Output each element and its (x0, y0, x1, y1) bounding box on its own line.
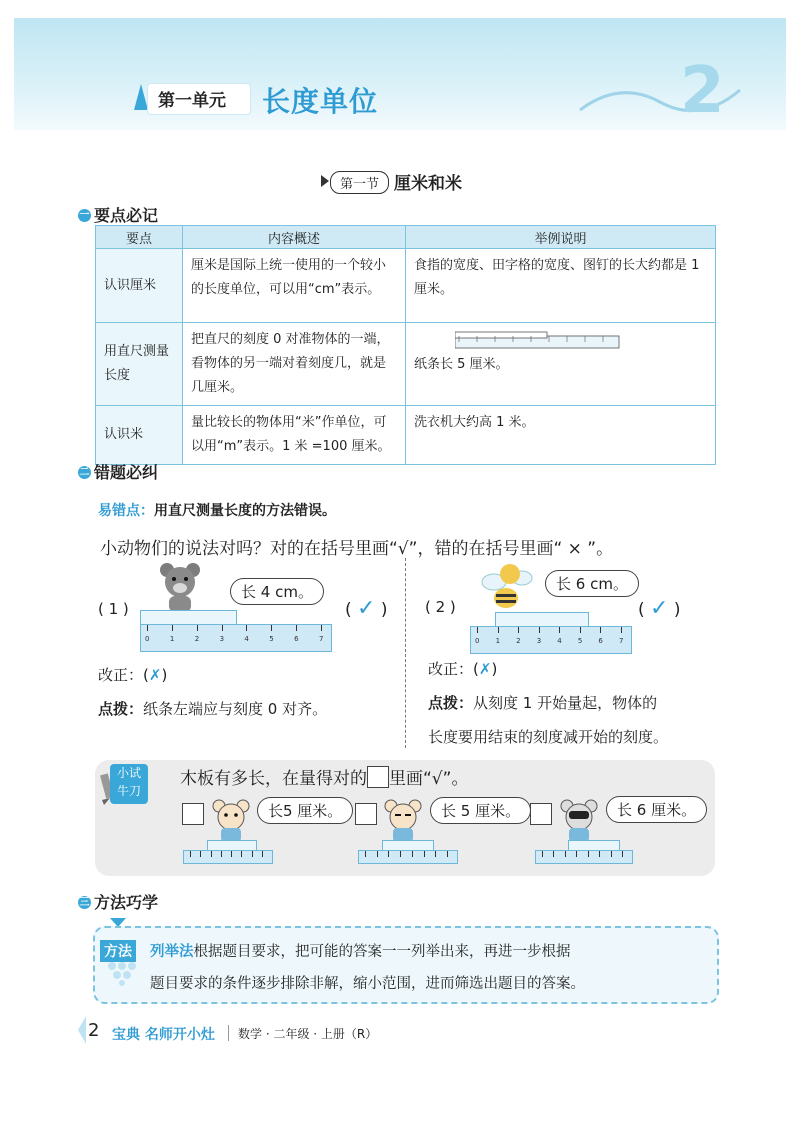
error-point-text: 用直尺测量长度的方法错误。 (154, 503, 336, 519)
ruler-tick (400, 851, 401, 857)
method-line1 (150, 940, 571, 961)
banner-decoration (560, 40, 760, 120)
q2-correction (428, 658, 497, 679)
table-header-cell: 举例说明 (406, 226, 716, 249)
brand-logo: 宝典 名师开小灶 (112, 1027, 215, 1043)
practice-ruler-3 (535, 850, 633, 864)
table-cell-example: 食指的宽度、田字格的宽度、图钉的长大约都是 1 厘米。 (406, 249, 716, 323)
q2-hint-label: 点拨： (428, 694, 474, 712)
ruler-tick (621, 627, 622, 633)
ruler-tick (190, 851, 191, 857)
ruler-number: 0 (145, 635, 150, 643)
cross-mark-icon: ✗ (148, 666, 162, 684)
ruler-tick (518, 627, 519, 633)
ruler-number: 5 (269, 635, 274, 643)
ruler-tick (296, 625, 297, 631)
ruler-tick (424, 851, 425, 857)
section-arrow-icon (321, 175, 329, 187)
ruler-tick (412, 851, 413, 857)
answer-checkbox-1[interactable] (182, 803, 204, 825)
practice-question-b: 里画“√”。 (389, 769, 469, 789)
q2-hint-line1: 从刻度 1 开始量起，物体的 (473, 694, 658, 712)
dots-decoration-icon (104, 960, 138, 986)
section-title: 厘米和米 (394, 174, 462, 194)
part3-heading: 方法巧学 (94, 893, 159, 912)
mini-ruler-illustration (455, 330, 621, 350)
ruler-number: 1 (169, 635, 175, 643)
table-cell-content: 把直尺的刻度 0 对准物体的一端，看物体的另一端对着刻度几，就是几厘米。 (183, 323, 406, 406)
answer-checkbox-2[interactable] (355, 803, 377, 825)
example-text: 纸条长 5 厘米。 (414, 357, 509, 372)
table-cell-content: 厘米是国际上统一使用的一个较小的长度单位，可以用“cm”表示。 (183, 249, 406, 323)
practice-ruler-1 (183, 850, 273, 864)
table-row (96, 323, 716, 406)
question-text: 小动物们的说法对吗？对的在括号里画“√”，错的在括号里画“ × ”。 (100, 539, 614, 559)
part2-heading: 错题必纠 (94, 463, 159, 482)
bear3-speech-bubble: 长 6 厘米。 (606, 796, 707, 823)
q2-speech-bubble: 长 6 cm。 (545, 570, 639, 597)
part3-number-icon: 三 (79, 897, 90, 908)
ruler-tick (599, 851, 600, 857)
error-point-key: 易错点： (98, 503, 154, 519)
book-info: 数学 · 二年级 · 上册（R） (238, 1027, 378, 1041)
ruler-number: 4 (557, 637, 562, 645)
bear-icon (558, 798, 600, 842)
ruler-tick (447, 851, 448, 857)
q2-hint (428, 692, 657, 713)
bear-icon (155, 560, 205, 612)
page-number: 2 (88, 1020, 100, 1041)
table-cell-point: 认识厘米 (96, 249, 183, 323)
banner-triangle-icon (134, 84, 148, 110)
ruler-tick (498, 627, 499, 633)
ruler-number: 6 (294, 635, 299, 643)
ruler-number: 2 (516, 637, 521, 645)
ruler-tick (559, 627, 560, 633)
bear-icon (382, 798, 424, 842)
q1-ruler (140, 624, 332, 652)
answer-box-sample (367, 766, 389, 788)
ruler-number: 0 (475, 637, 480, 645)
table-cell-point: 认识米 (96, 406, 183, 465)
method-key: 列举法 (150, 944, 194, 960)
ruler-tick (200, 851, 201, 857)
q2-hint-line2: 长度要用结束的刻度减开始的刻度。 (428, 728, 669, 746)
unit-label: 第一单元 (158, 91, 226, 111)
footer-divider (228, 1025, 229, 1041)
ruler-tick (271, 625, 272, 631)
footer-tab-icon (78, 1016, 86, 1044)
key-points-table (95, 225, 716, 465)
ruler-tick (211, 851, 212, 857)
bear2-speech-bubble: 长 5 厘米。 (430, 797, 531, 824)
method-line1-text: 根据题目要求，把可能的答案一一列举出来，再进一步根据 (193, 944, 571, 960)
check-mark-icon: ✓ (357, 596, 376, 621)
ruler-tick (477, 627, 478, 633)
ruler-tick (197, 625, 198, 631)
q2-correction-label: 改正：( (428, 660, 479, 678)
ruler-tick (622, 851, 623, 857)
table-header-cell: 要点 (96, 226, 183, 249)
practice-badge (110, 764, 148, 804)
column-divider (405, 558, 406, 748)
method-line2: 题目要求的条件逐步排除非解，缩小范围，进而筛选出题目的答案。 (150, 976, 585, 992)
ruler-tick (580, 627, 581, 633)
ruler-tick (321, 625, 322, 631)
bear1-speech-bubble: 长5 厘米。 (257, 797, 353, 824)
table-row (96, 249, 716, 323)
q1-speech-bubble: 长 4 cm。 (230, 578, 324, 605)
q1-correction-label: 改正：( (98, 666, 149, 684)
q1-correction-close: ) (161, 666, 168, 684)
ruler-tick (147, 625, 148, 631)
ruler-tick (231, 851, 232, 857)
answer-checkbox-3[interactable] (530, 803, 552, 825)
ruler-number: 6 (598, 637, 603, 645)
q1-number: ( 1 ) (98, 600, 129, 618)
ruler-tick (221, 851, 222, 857)
practice-badge-line1: 小试 (116, 766, 141, 780)
ruler-tick (588, 851, 589, 857)
practice-badge-line2: 牛刀 (116, 784, 141, 798)
q1-hint-text: 纸条左端应与刻度 0 对齐。 (143, 700, 328, 718)
practice-ruler-2 (358, 850, 458, 864)
ruler-tick (539, 627, 540, 633)
ruler-tick (246, 625, 247, 631)
q1-answer: ( ✓ ) (345, 596, 388, 621)
ruler-tick (252, 851, 253, 857)
part2-number-icon: 二 (79, 467, 90, 478)
q2-correction-close: ) (491, 660, 498, 678)
check-mark-icon: ✓ (650, 596, 669, 621)
q2-ruler (470, 626, 632, 654)
ruler-tick (611, 851, 612, 857)
practice-question-a: 木板有多长，在量得对的 (180, 769, 367, 789)
ruler-number: 7 (619, 637, 624, 645)
page-title: 长度单位 (262, 85, 379, 118)
ruler-tick (565, 851, 566, 857)
ruler-tick (172, 625, 173, 631)
section-badge: 第一节 (330, 171, 389, 194)
ruler-number: 3 (219, 635, 225, 643)
ruler-number: 4 (244, 635, 249, 643)
q2-number: ( 2 ) (425, 598, 456, 616)
ruler-tick (241, 851, 242, 857)
practice-question (180, 764, 468, 789)
q1-hint (98, 698, 327, 719)
part1-number-icon: 一 (79, 210, 90, 221)
ruler-tick (553, 851, 554, 857)
part1-heading: 要点必记 (94, 206, 159, 225)
ruler-tick (377, 851, 378, 857)
error-point (98, 500, 336, 520)
ruler-tick (262, 851, 263, 857)
ruler-tick (435, 851, 436, 857)
table-cell-point: 用直尺测量长度 (96, 323, 183, 406)
bear-icon (210, 798, 252, 842)
table-cell-example: 洗衣机大约高 1 米。 (406, 406, 716, 465)
table-header-cell: 内容概述 (183, 226, 406, 249)
table-cell-content: 量比较长的物体用“米”作单位，可以用“m”表示。1 米 =100 厘米。 (183, 406, 406, 465)
svg-text:2: 2 (680, 54, 725, 120)
q2-answer: ( ✓ ) (638, 596, 681, 621)
ruler-tick (388, 851, 389, 857)
ruler-number: 7 (319, 635, 324, 643)
ruler-number: 2 (194, 635, 200, 643)
ruler-number: 3 (536, 637, 542, 645)
ruler-tick (600, 627, 601, 633)
ruler-tick (542, 851, 543, 857)
bee-icon (480, 560, 540, 616)
ruler-number: 5 (577, 637, 583, 645)
method-tag: 方法 (100, 940, 136, 962)
cross-mark-icon: ✗ (478, 660, 492, 678)
ruler-number: 1 (495, 637, 501, 645)
ruler-tick (222, 625, 223, 631)
q1-correction (98, 664, 167, 685)
ruler-tick (365, 851, 366, 857)
table-header-row (96, 226, 716, 249)
table-row (96, 406, 716, 465)
q1-hint-label: 点拨： (98, 700, 144, 718)
ruler-tick (576, 851, 577, 857)
